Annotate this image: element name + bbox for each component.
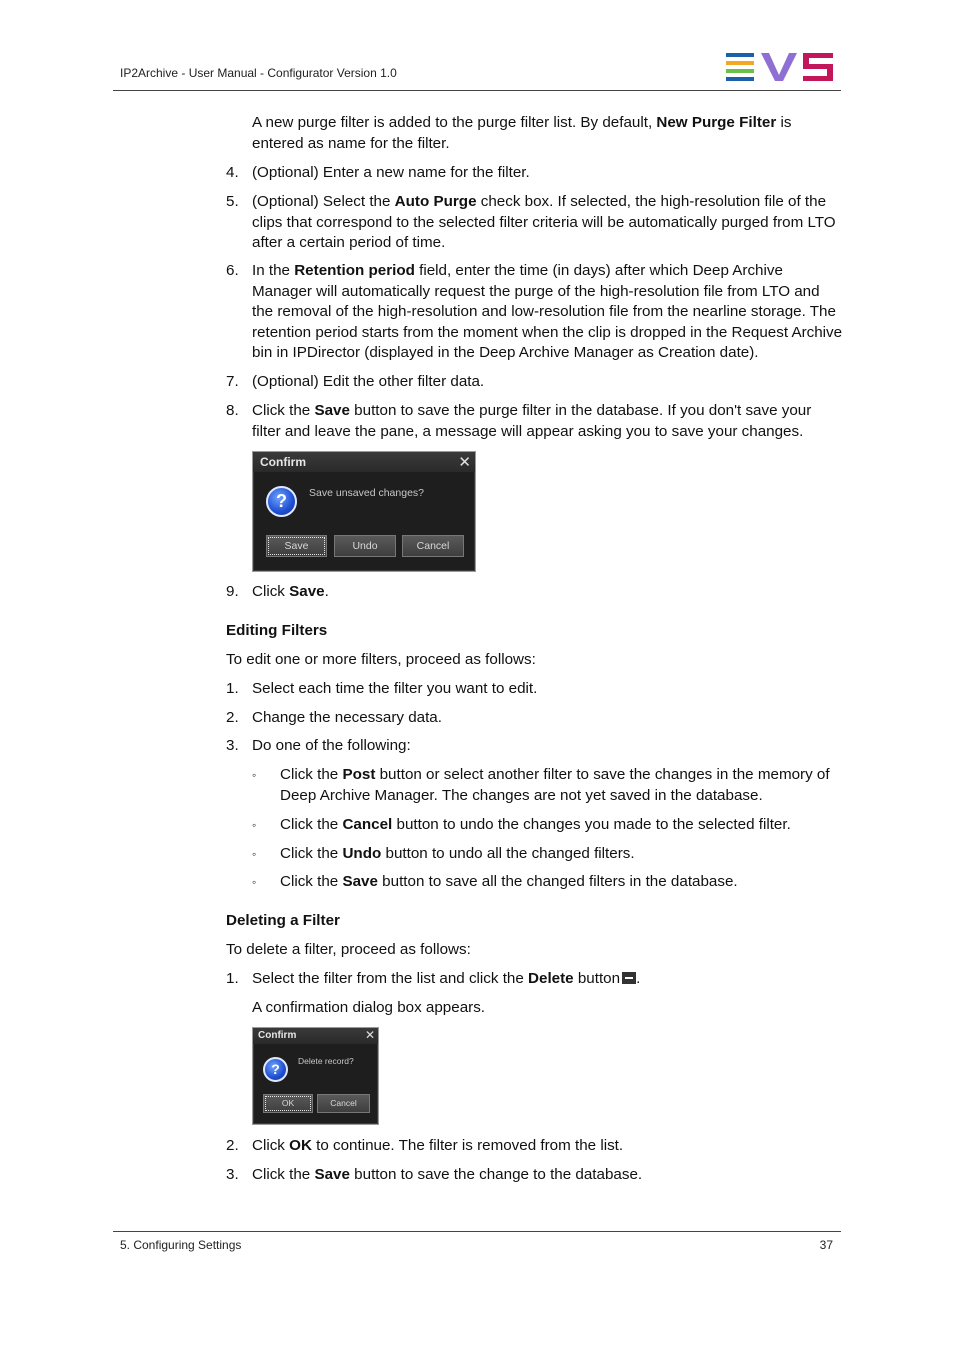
page-header-title: IP2Archive - User Manual - Configurator Version 1.0 [120,66,397,80]
save-button[interactable]: Save [266,535,327,557]
section-heading-deleting: Deleting a Filter [226,912,340,929]
intro-paragraph: A new purge filter is added to the purge filter list. By default, New Purge Filter is entered as name for the filter. [252,114,792,152]
question-icon: ? [266,486,297,517]
header-rule [113,90,841,91]
dialog-message: Save unsaved changes? [309,487,425,499]
confirm-dialog-save [252,451,476,572]
footer-section: 5. Configuring Settings [120,1238,242,1252]
section-heading-editing: Editing Filters [226,622,328,639]
confirm-dialog-delete [252,1027,379,1125]
ok-button[interactable]: OK [263,1094,313,1113]
delete-button-icon [622,972,636,984]
footer-rule [113,1231,841,1232]
question-icon: ? [263,1057,288,1082]
dialog-title: Confirm [253,1028,378,1044]
deleting-intro: To delete a filter, proceed as follows: [226,941,471,958]
undo-button[interactable]: Undo [334,535,396,557]
close-icon[interactable]: ✕ [458,454,471,471]
dialog-title: Confirm [253,452,475,472]
page-number: 37 [819,1238,833,1252]
close-icon[interactable]: ✕ [364,1028,375,1042]
editing-intro: To edit one or more filters, proceed as follows: [226,651,536,668]
dialog-message: Delete record? [298,1056,354,1066]
cancel-button[interactable]: Cancel [402,535,464,557]
cancel-button[interactable]: Cancel [317,1094,370,1113]
confirmation-note: A confirmation dialog box appears. [252,999,486,1016]
evs-logo [726,53,834,81]
